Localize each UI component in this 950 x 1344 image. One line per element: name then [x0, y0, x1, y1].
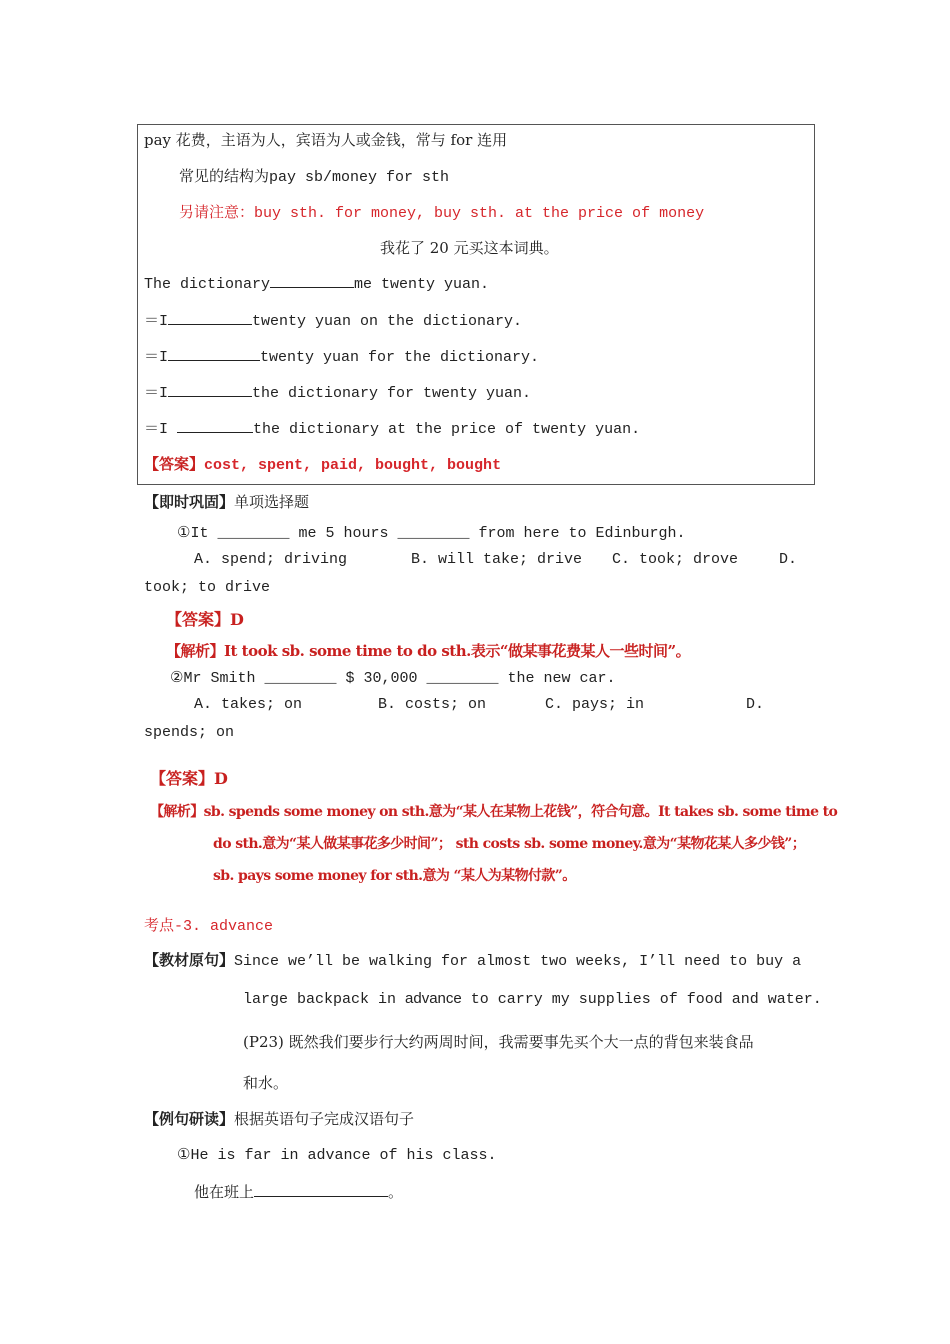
- q2-option-a: A. takes; on: [194, 696, 303, 713]
- example-1: ①He is far in advance of his class.: [177, 1147, 497, 1164]
- q1-option-d: D.: [779, 551, 798, 568]
- question-2: ②Mr Smith ________ $ 30,000 ________ the new car.: [170, 670, 616, 687]
- study-header: [144, 1108, 414, 1129]
- blank-2: [168, 310, 252, 325]
- sentence-5-end: the dictionary at the price of twenty yuan.: [253, 421, 641, 438]
- blank-1: [270, 273, 354, 288]
- sentence-3-start: ＝I: [144, 349, 169, 366]
- sentence-1-end: me twenty yuan.: [354, 276, 490, 293]
- example-1-cn-end: 。: [388, 1183, 404, 1201]
- answer-text: cost, spent, paid, bought, bought: [204, 457, 502, 474]
- blank-3: [168, 346, 260, 361]
- source-text-2a: large backpack in: [243, 991, 406, 1008]
- sentence-2-end: twenty yuan on the dictionary.: [252, 313, 523, 330]
- sentence-3: [144, 345, 539, 366]
- q2-explanation-line-1: 【解析】sb. spends some money on sth.意为“某人在某物上花钱”，符合句意。It takes sb. some time to: [150, 804, 838, 820]
- source-text-1: Since we’ll be walking for almost two weeks, I’ll need to buy a: [234, 953, 802, 970]
- source-sentence-line-4: 和水。: [243, 1074, 289, 1092]
- box-line-1: pay 花费，主语为人，宾语为人或金钱，常与 for 连用: [144, 131, 508, 149]
- q1-answer: 【答案】D: [166, 610, 244, 629]
- q2-option-b: B. costs; on: [378, 696, 487, 713]
- q2-option-d: D.: [746, 696, 765, 713]
- practice-header: [144, 491, 309, 512]
- answer-label: 【答案】: [144, 455, 205, 473]
- sentence-4: [144, 381, 531, 402]
- source-sentence-line-1: [144, 949, 801, 970]
- box-answer: [144, 453, 501, 474]
- blank-4: [168, 382, 252, 397]
- sentence-5-start: ＝I: [144, 421, 178, 438]
- q2-explanation-line-2: do sth.意为“某人做某事花多少时间”； sth costs sb. some money.意为“某物花某人多少钱”；: [213, 836, 806, 852]
- q1-option-d-text: took; to drive: [144, 579, 271, 596]
- q1-option-b: B. will take; drive: [411, 551, 583, 568]
- sentence-2-start: ＝I: [144, 313, 169, 330]
- example-1-chinese: [194, 1181, 403, 1202]
- q2-explanation-line-3: sb. pays some money for sth.意为 “某人为某物付款”。: [213, 868, 576, 884]
- study-label: 【例句研读】: [144, 1110, 235, 1128]
- source-sentence-line-2: [243, 990, 822, 1008]
- blank-5: [177, 418, 253, 433]
- study-title: 根据英语句子完成汉语句子: [234, 1110, 415, 1128]
- question-1: ①It ________ me 5 hours ________ from here to Edinburgh.: [177, 525, 686, 542]
- q2-option-d-text: spends; on: [144, 724, 235, 741]
- box-chinese-sentence: 我花了 20 元买这本词典。: [380, 239, 559, 257]
- sentence-1: [144, 273, 489, 293]
- q2-option-c: C. pays; in: [545, 696, 645, 713]
- source-sentence-line-3: (P23) 既然我们要步行大约两周时间，我需要事先买个大一点的背包来装食品: [243, 1033, 754, 1051]
- source-label: 【教材原句】: [144, 951, 235, 969]
- box-note-line: 另请注意：buy sth. for money, buy sth. at the price of money: [179, 205, 705, 222]
- sentence-4-start: ＝I: [144, 385, 169, 402]
- sentence-4-end: the dictionary for twenty yuan.: [252, 385, 532, 402]
- practice-title: 单项选择题: [234, 493, 310, 511]
- practice-label: 【即时巩固】: [144, 493, 235, 511]
- box-line-2: 常见的结构为pay sb/money for sth: [179, 169, 450, 186]
- point-3-title: 考点-3. advance: [144, 918, 274, 935]
- example-1-blank: [254, 1182, 388, 1197]
- q1-option-c: C. took; drove: [612, 551, 739, 568]
- q1-explanation: 【解析】It took sb. some time to do sth.表示“做某事花费某人一些时间”。: [166, 642, 691, 660]
- sentence-1-start: The dictionary: [144, 276, 271, 293]
- sentence-2: [144, 309, 522, 330]
- sentence-5: [144, 417, 640, 438]
- example-1-cn-start: 他在班上: [194, 1183, 255, 1201]
- q2-answer: 【答案】D: [150, 769, 228, 788]
- q1-option-a: A. spend; driving: [194, 551, 348, 568]
- source-keyword: advance: [405, 990, 462, 1007]
- sentence-3-end: twenty yuan for the dictionary.: [260, 349, 540, 366]
- source-text-2c: to carry my supplies of food and water.: [461, 991, 822, 1008]
